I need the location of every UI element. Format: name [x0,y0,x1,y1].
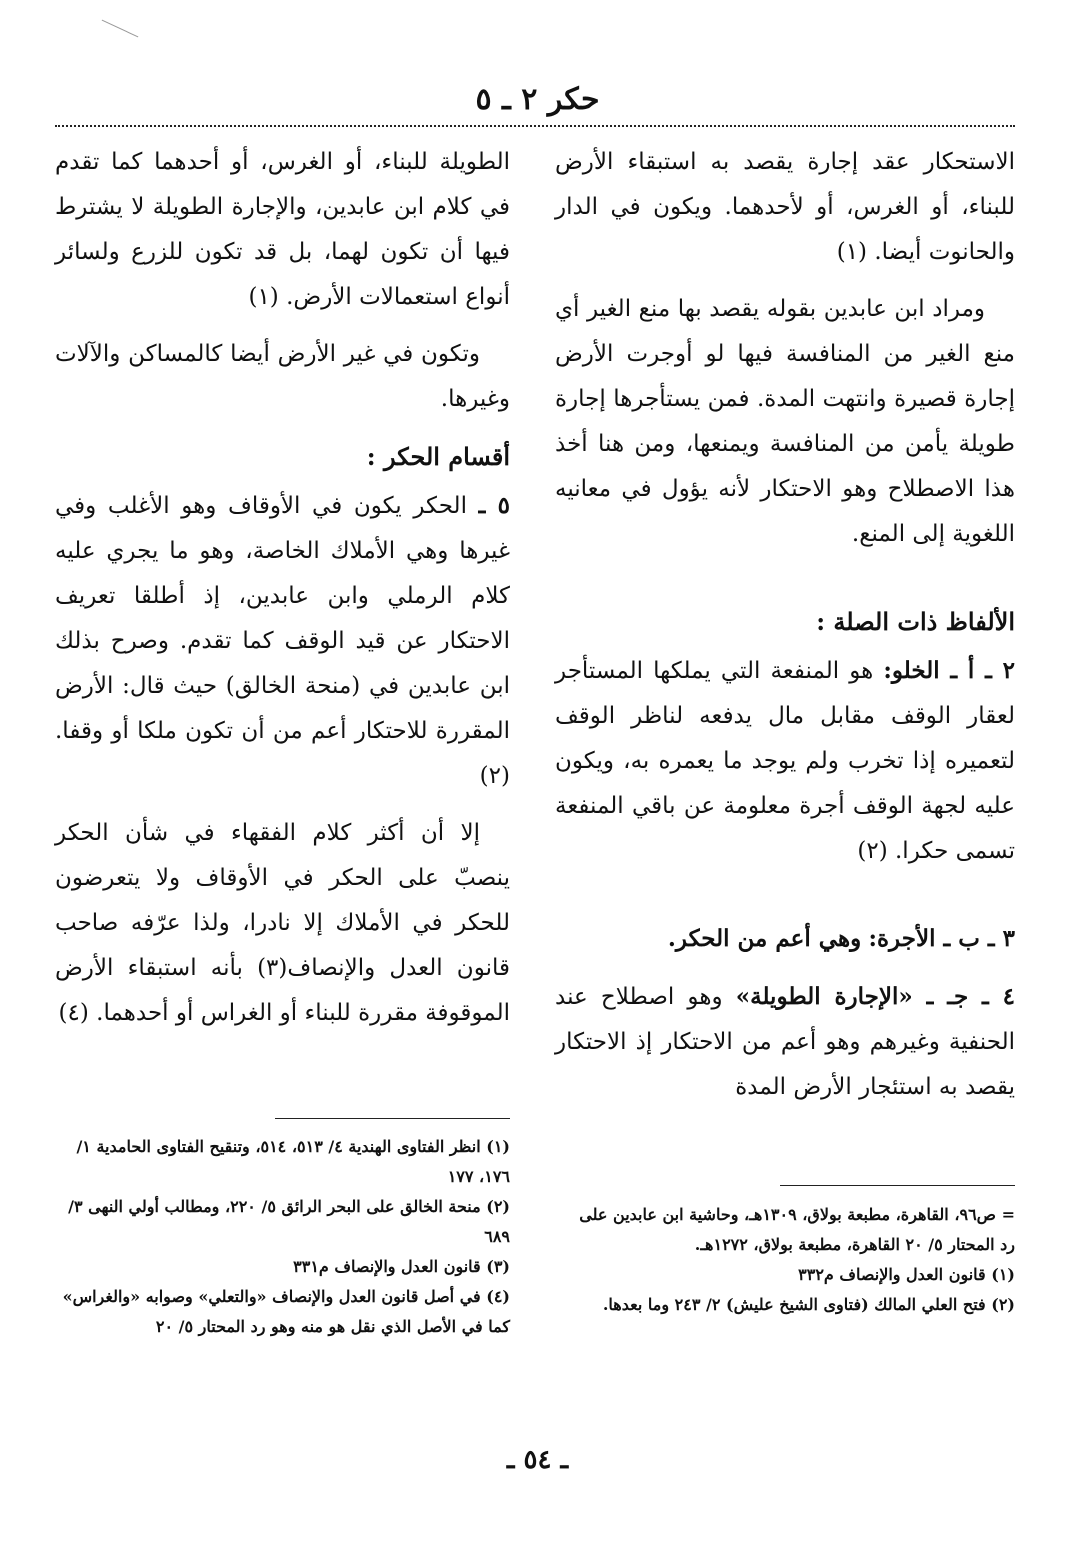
item-lead-long-lease: ٤ ـ جـ ـ «الإجارة الطويلة» [735,983,1015,1010]
footnote-left-3: (٣) قانون العدل والإنصاف م٣٣١ [293,1257,510,1276]
item-text-ujra: وهي أعم من الحكر. [667,925,862,952]
item-text-khulw: هو المنفعة التي يملكها المستأجر لعقار الوقف مقابل مال يدفعه لناظر الوقف لتعميره إذا تخرب ولم يوجد ما يعمره به، ويكون عليه لجهة الوقف أجرة معلومة عن باقي المنفعة تسمى حكرا. (٢) [555,658,1015,864]
section-heading-related-terms: الألفاظ ذات الصلة : [816,607,1015,636]
right-paragraph-1: الاستحكار عقد إجارة يقصد به استبقاء الأرض للبناء، أو الغرس، أو لأحدهما. ويكون في الدار والحانوت أيضا. (١) [555,149,1015,265]
left-paragraph-4: إلا أن أكثر كلام الفقهاء في شأن الحكر ينصبّ على الحكر في الأوقاف ولا يتعرضون للحكر في الأملاك إلا نادرا، ولذا عرّفه صاحب قانون العدل والإنصاف(٣) بأنه استبقاء الأرض الموقوفة مقررة للبناء أو الغراس أو أحدهما. (٤) [55,820,510,1026]
item-lead-ujra: ٣ ـ ب ـ الأجرة: [868,925,1015,952]
item-lead-5: ٥ ـ [478,492,511,519]
footnotes-left [55,1132,510,1342]
right-paragraph-2: ومراد ابن عابدين بقوله يقصد بها منع الغير أي منع الغير من المنافسة فيها لو أوجرت الأرض إجارة قصيرة وانتهت المدة. فمن يستأجرها إجارة طويلة يأمن من المنافسة ويمنعها، ومن هنا أخذ هذا الاصطلاح وهو الاحتكار لأنه يؤول في معانيه اللغوية إلى المنع. [555,296,1015,547]
footnote-right-continuation: = ص٩٦، القاهرة، مطبعة بولاق، ١٣٠٩هـ، وحاشية ابن عابدين على رد المحتار ٥/ ٢٠ القاهرة، مطبعة بولاق، ١٢٧٢هـ. [579,1205,1015,1254]
right-paragraph-ujra [555,916,1015,962]
right-column [555,140,1015,1122]
footnote-left-2: (٢) منحة الخالق على البحر الرائق ٥/ ٢٢٠، ومطالب أولي النهى ٣/ ٦٨٩ [68,1197,510,1246]
footnote-rule-right [780,1185,1015,1186]
footnote-left-1: (١) انظر الفتاوى الهندية ٤/ ٥١٣، ٥١٤، وتنقيح الفتاوى الحامدية ١/ ١٧٦، ١٧٧ [76,1137,510,1186]
footnotes-right [560,1200,1015,1320]
page-number: ـ ٥٤ ـ [506,1445,569,1475]
left-paragraph-2: وتكون في غير الأرض أيضا كالمساكن والآلات وغيرها. [55,341,510,412]
left-paragraph-1: الطويلة للبناء، أو الغرس، أو أحدهما كما تقدم في كلام ابن عابدين، والإجارة الطويلة لا يشترط فيها أن تكون لهما، بل قد تكون للزرع ولسائر أنواع استعمالات الأرض. (١) [55,149,510,310]
item-lead-khulw: ٢ ـ أ ـ الخلو: [883,657,1015,684]
spacer [555,886,1015,916]
footnote-left-4: (٤) في أصل قانون العدل والإنصاف «والتعلي» وصوابه «والغراس» كما في الأصل الذي نقل هو منه وهو رد المحتار ٥/ ٢٠ [62,1287,510,1336]
footnote-rule-left [275,1118,510,1119]
scan-artifact [102,20,139,38]
item-text-long-lease: وهو اصطلاح عند الحنفية وغيرهم وهو أعم من الاحتكار إذ الاحتكار يقصد به استئجار الأرض المدة [555,984,1015,1100]
left-paragraph-3 [55,483,510,799]
footnote-right-1: (١) قانون العدل والإنصاف م٣٣٢ [798,1265,1015,1284]
section-heading-types: أقسام الحكر : [366,442,510,471]
right-paragraph-long-lease [555,974,1015,1110]
spacer [555,569,1015,599]
header-dotted-rule [55,125,1015,127]
footnote-right-2: (٢) فتح العلي المالك (فتاوى الشيخ عليش) ٢/ ٢٤٣ وما بعدها. [602,1295,1015,1314]
right-paragraph-khulw [555,648,1015,874]
item-text-5: الحكر يكون في الأوقاف وهو الأغلب وفي غيرها وهي الأملاك الخاصة، وهو ما يجري عليه كلام الرملي وابن عابدين، إذ أطلقا تعريف الاحتكار عن قيد الوقف كما تقدم. وصرح بذلك ابن عابدين في (منحة الخالق) حيث قال: الأرض المقررة للاحتكار أعم من أن تكون ملكا أو وقفا. (٢) [55,493,510,789]
left-column [55,140,510,1048]
page-header-title: حكر ٢ ـ ٥ [475,82,600,117]
